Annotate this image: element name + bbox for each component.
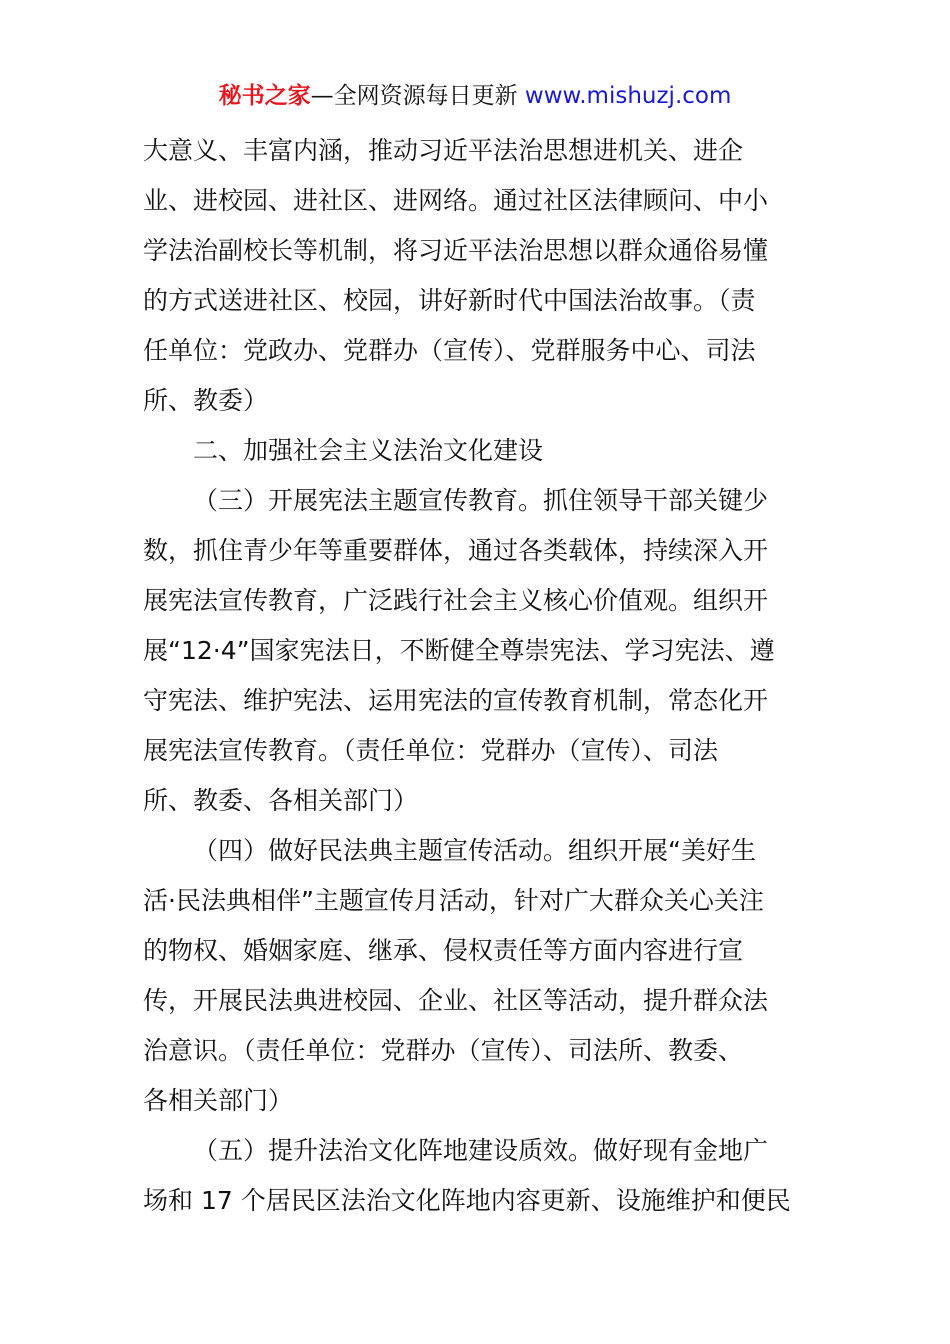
text-line: 活·民法典相伴”主题宣传月活动，针对广大群众关心关注 — [143, 886, 764, 915]
text-line: 传，开展民法典进校园、企业、社区等活动，提升群众法 — [143, 986, 769, 1015]
text-line: 治意识。（责任单位：党群办（宣传）、司法所、教委、 — [143, 1036, 744, 1065]
site-url-link[interactable]: www.mishuzj.com — [524, 83, 732, 109]
text-line: 场和 17 个居民区法治文化阵地内容更新、设施维护和便民 — [143, 1186, 791, 1215]
text-line: 所、教委） — [143, 386, 269, 415]
text-line: 业、进校园、进社区、进网络。通过社区法律顾问、中小 — [143, 186, 769, 215]
text-line: 学法治副校长等机制，将习近平法治思想以群众通俗易懂 — [143, 236, 769, 265]
site-tagline: —全网资源每日更新 — [310, 83, 518, 109]
text-line: 各相关部门） — [143, 1086, 294, 1115]
text-line: 展宪法宣传教育，广泛践行社会主义核心价值观。组织开 — [143, 586, 769, 615]
text-line: 的方式送进社区、校园，讲好新时代中国法治故事。（责 — [143, 286, 756, 315]
text-line: 展宪法宣传教育。（责任单位：党群办（宣传）、司法 — [143, 736, 719, 765]
text-line: （三）开展宪法主题宣传教育。抓住领导干部关键少 — [193, 486, 769, 515]
text-line: 的物权、婚姻家庭、继承、侵权责任等方面内容进行宣 — [143, 936, 744, 965]
text-line: 守宪法、维护宪法、运用宪法的宣传教育机制，常态化开 — [143, 686, 769, 715]
text-line: 所、教委、各相关部门） — [143, 786, 419, 815]
document-body — [143, 126, 807, 1226]
text-line: 展“12·4”国家宪法日，不断健全尊崇宪法、学习宪法、遵 — [143, 636, 775, 665]
text-line: 大意义、丰富内涵，推动习近平法治思想进机关、进企 — [143, 136, 744, 165]
site-brand: 秘书之家 — [218, 83, 311, 109]
text-line: 任单位：党政办、党群办（宣传）、党群服务中心、司法 — [143, 336, 756, 365]
text-line: （五）提升法治文化阵地建设质效。做好现有金地广 — [193, 1136, 769, 1165]
text-line: （四）做好民法典主题宣传活动。组织开展“美好生 — [193, 836, 756, 865]
text-line: 数，抓住青少年等重要群体，通过各类载体，持续深入开 — [143, 536, 769, 565]
text-line: 二、加强社会主义法治文化建设 — [193, 436, 544, 465]
site-banner — [0, 80, 950, 112]
